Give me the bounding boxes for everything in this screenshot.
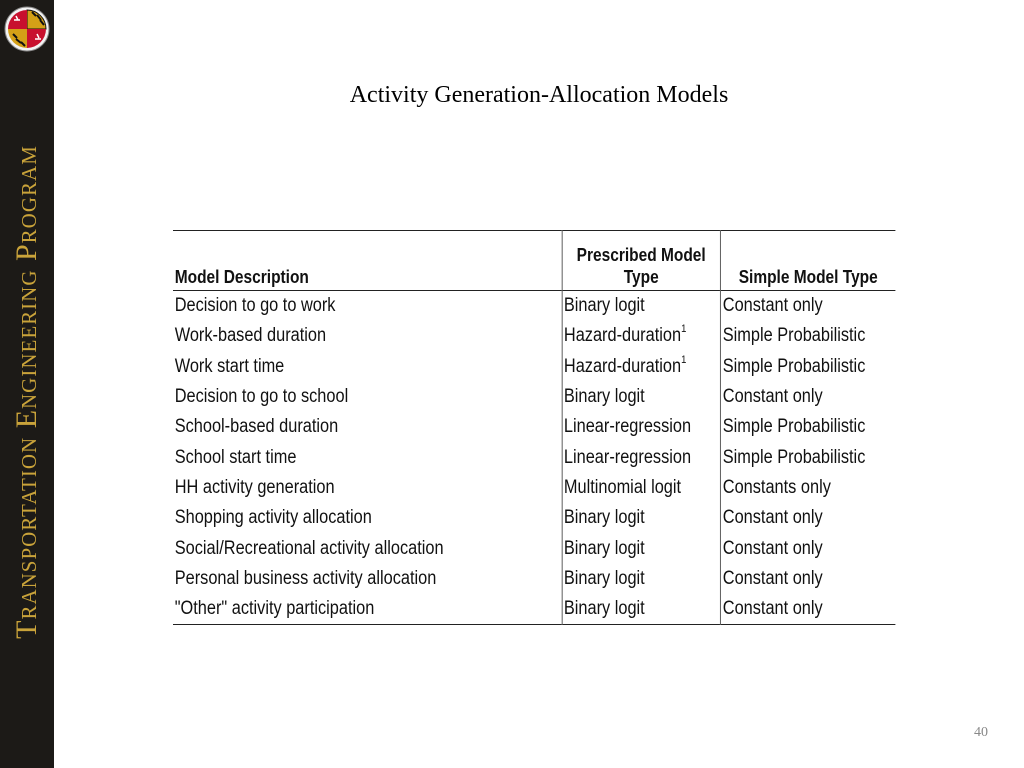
row-prescribed-type: Binary logit — [562, 564, 721, 594]
row-description: School-based duration — [174, 416, 339, 438]
row-prescribed-type: Multinomial logit — [562, 473, 721, 503]
table-row — [173, 473, 895, 503]
row-simple-type: Constant only — [721, 291, 896, 322]
row-simple-type: Simple Probabilistic — [721, 321, 896, 351]
row-description: Work start time — [174, 355, 285, 377]
row-prescribed-type: Binary logit — [562, 382, 721, 412]
header-simple-model-type: Simple Model Type — [721, 231, 896, 291]
row-description: HH activity generation — [174, 476, 335, 498]
table-row — [173, 503, 895, 533]
table-row — [173, 442, 895, 472]
row-description: Shopping activity allocation — [174, 507, 372, 529]
table-row — [173, 564, 895, 594]
row-description: Work-based duration — [174, 325, 327, 347]
header-model-description: Model Description — [174, 267, 309, 287]
row-prescribed-type: Linear-regression — [562, 412, 721, 442]
row-simple-type: Constant only — [721, 594, 896, 625]
row-simple-type: Simple Probabilistic — [721, 442, 896, 472]
page-number: 40 — [974, 725, 988, 740]
row-description: Decision to go to school — [174, 386, 349, 408]
row-description: Personal business activity allocation — [174, 567, 437, 589]
row-description: "Other" activity participation — [174, 598, 375, 620]
maryland-flag-shield-logo — [4, 4, 50, 54]
table-row — [173, 291, 895, 322]
row-prescribed-type: Hazard-duration$^1$ — [562, 321, 721, 351]
table-header-row — [173, 231, 895, 291]
row-simple-type: Constants only — [721, 473, 896, 503]
row-description: Social/Recreational activity allocation — [174, 537, 444, 559]
row-simple-type: Simple Probabilistic — [721, 412, 896, 442]
table-row — [173, 594, 895, 625]
footnote-marker: 1 — [681, 323, 687, 336]
row-simple-type: Simple Probabilistic — [721, 352, 896, 382]
models-table-container — [173, 230, 895, 625]
row-prescribed-type: Linear-regression — [562, 442, 721, 472]
row-prescribed-type: Binary logit — [562, 594, 721, 625]
footnote-marker: 1 — [681, 353, 687, 366]
row-prescribed-type: Binary logit — [562, 503, 721, 533]
row-description: Decision to go to work — [174, 295, 336, 317]
slide-title: Activity Generation-Allocation Models — [349, 82, 729, 108]
table-row — [173, 321, 895, 351]
row-description: School start time — [174, 446, 297, 468]
row-simple-type: Constant only — [721, 382, 896, 412]
program-name: Transportation Engineering Program — [10, 145, 43, 639]
table-row — [173, 412, 895, 442]
sidebar — [0, 0, 54, 768]
row-simple-type: Constant only — [721, 503, 896, 533]
table-row — [173, 382, 895, 412]
row-prescribed-type: Hazard-duration$^1$ — [562, 352, 721, 382]
row-prescribed-type: Binary logit — [562, 533, 721, 563]
models-table — [173, 230, 895, 625]
header-prescribed-model-type: Prescribed Model Type — [562, 231, 721, 291]
table-row — [173, 533, 895, 563]
row-prescribed-type: Binary logit — [562, 291, 721, 322]
row-simple-type: Constant only — [721, 564, 896, 594]
table-row — [173, 352, 895, 382]
row-simple-type: Constant only — [721, 533, 896, 563]
